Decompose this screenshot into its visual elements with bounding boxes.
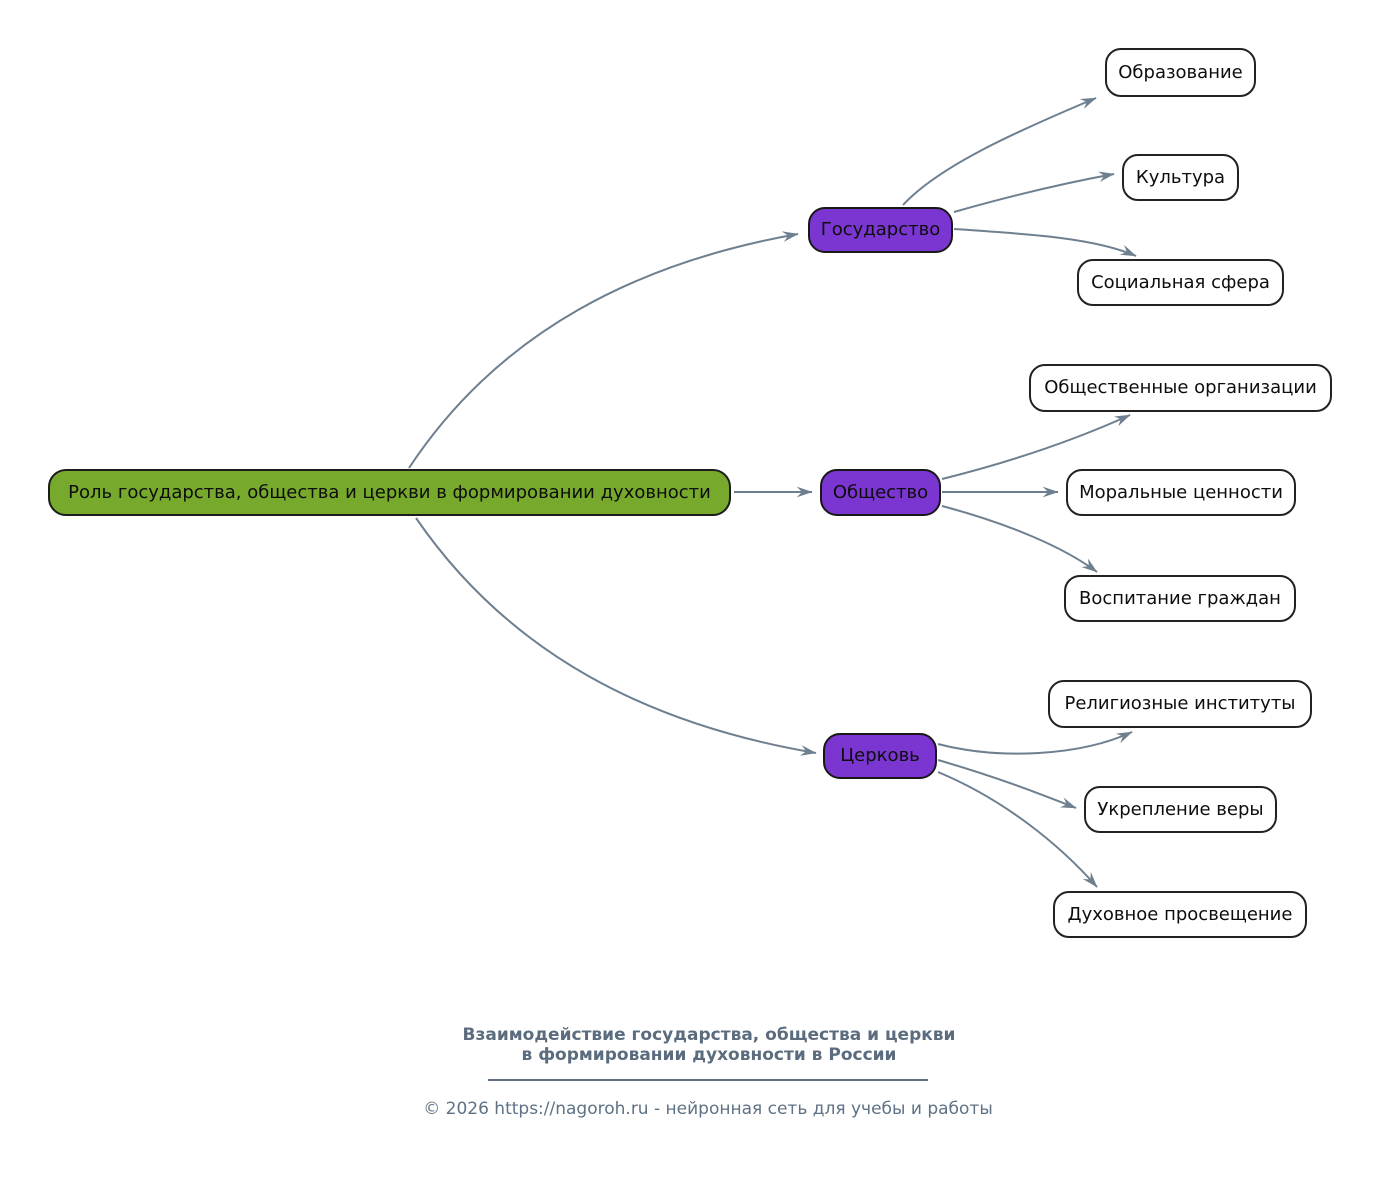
edge-gosudarstvo-obrazovanie: [903, 98, 1096, 205]
edge-root-gosudarstvo: [409, 234, 798, 468]
leaf-node-ukreplenie-very: Укрепление веры: [1084, 786, 1277, 833]
leaf-node-vospitanie-grazhdan: Воспитание граждан: [1064, 575, 1296, 622]
branch-node-obshchestvo: Общество: [820, 469, 941, 516]
leaf-node-kultura: Культура: [1122, 154, 1239, 201]
footer-copyright: © 2026 https://nagoroh.ru - нейронная сеть для учебы и работы: [423, 1099, 993, 1119]
edge-gosudarstvo-sotssfera: [954, 229, 1136, 256]
footer-divider: [488, 1079, 928, 1081]
edge-gosudarstvo-kultura: [954, 174, 1114, 212]
branch-node-gosudarstvo: Государство: [808, 207, 953, 253]
edge-tserkov-ukreplenie: [938, 760, 1076, 808]
leaf-node-sotsialnaya-sfera: Социальная сфера: [1077, 259, 1284, 306]
leaf-node-obshchestvennye-organizatsii: Общественные организации: [1029, 364, 1332, 412]
edge-obshchestvo-vospitanie: [942, 506, 1097, 572]
leaf-node-dukhovnoe-prosveshchenie: Духовное просвещение: [1053, 891, 1307, 938]
leaf-node-religioznye-instituty: Религиозные институты: [1048, 680, 1312, 728]
leaf-node-moralnye-tsennosti: Моральные ценности: [1066, 469, 1296, 516]
branch-node-tserkov: Церковь: [823, 733, 937, 779]
leaf-node-obrazovanie: Образование: [1105, 48, 1256, 97]
edge-root-tserkov: [416, 518, 816, 753]
root-node: Роль государства, общества и церкви в формировании духовности: [48, 469, 731, 516]
edge-tserkov-dukhovnoe: [938, 772, 1097, 887]
footer-title-line2: в формировании духовности в России: [521, 1045, 897, 1065]
footer-title-line1: Взаимодействие государства, общества и церкви: [462, 1025, 956, 1045]
edge-tserkov-religio: [938, 732, 1132, 754]
